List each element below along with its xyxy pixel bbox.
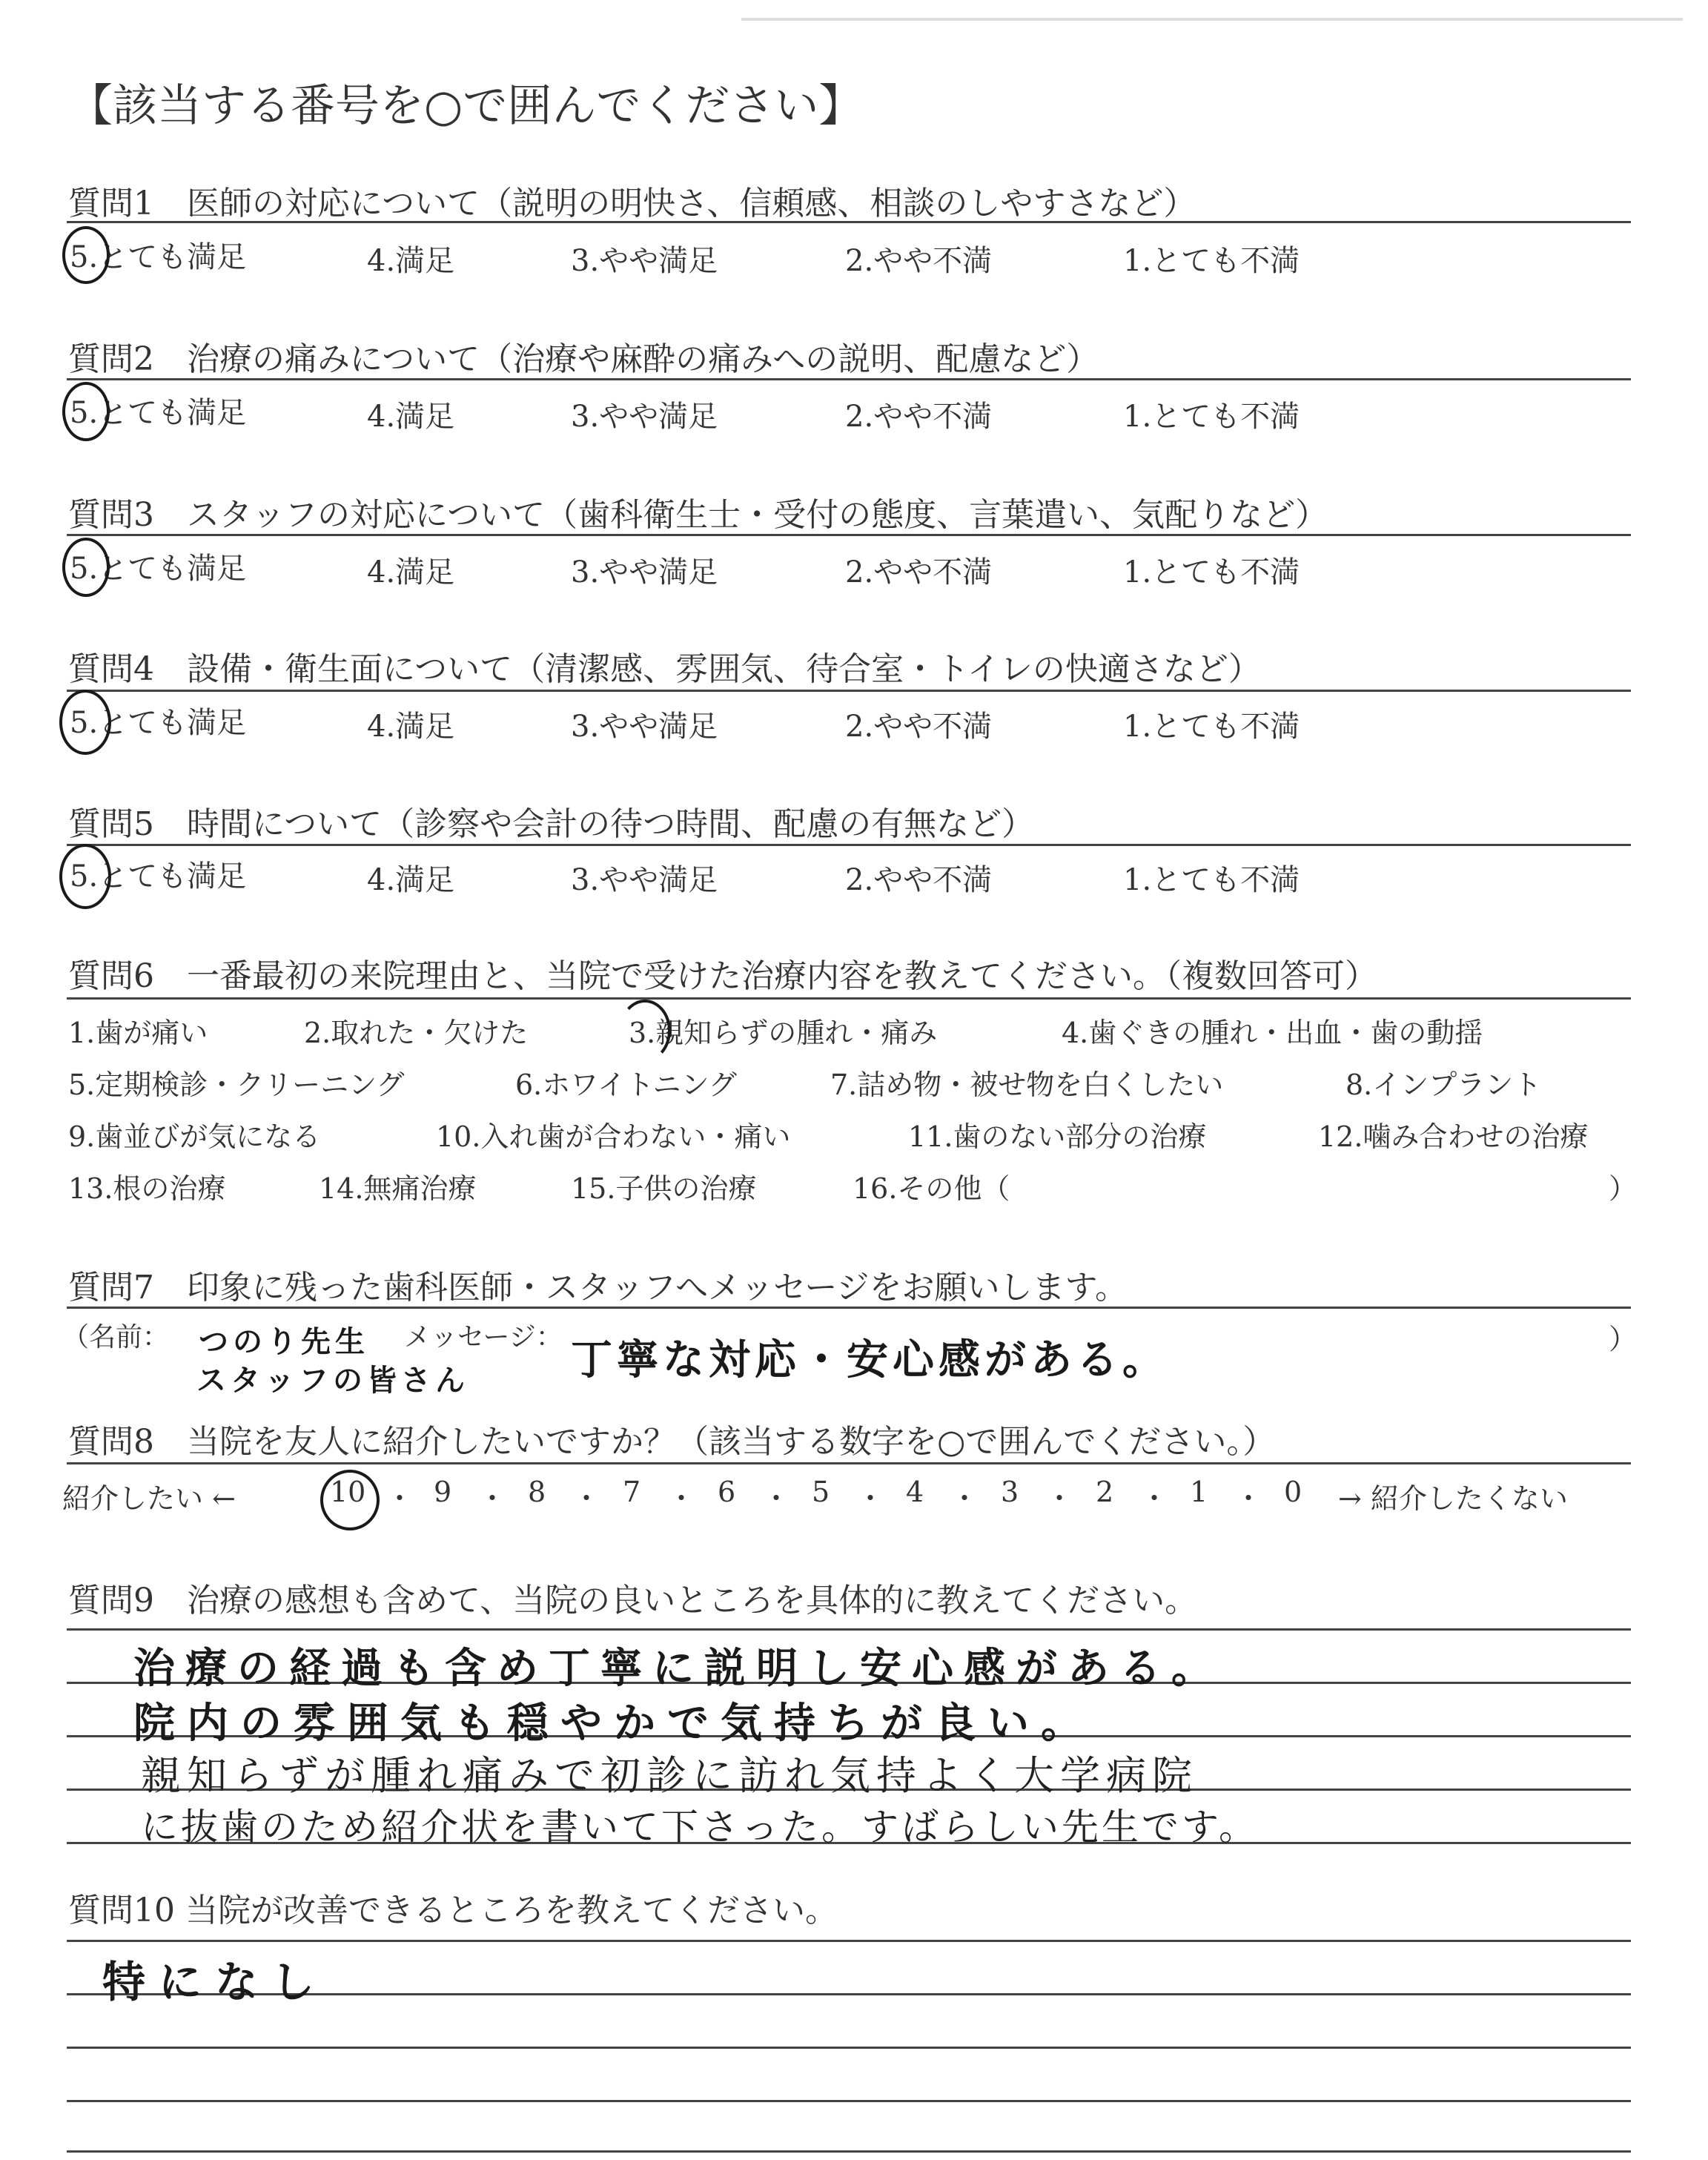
q3-title: 質問3 スタッフの対応について（歯科衛生士・受付の態度、言葉遣い、気配りなど） bbox=[68, 496, 1328, 534]
q10-rule-1 bbox=[67, 1940, 1631, 1942]
q1-option-4[interactable]: 4.満足 bbox=[367, 244, 455, 278]
q6-option-13[interactable]: 13.根の治療 bbox=[68, 1172, 226, 1205]
q3-selection-circle bbox=[62, 538, 110, 597]
q8-scale-2[interactable]: 2 bbox=[1096, 1476, 1114, 1508]
q5-option-2[interactable]: 2.やや不満 bbox=[845, 863, 993, 897]
q8-scale-5[interactable]: 5 bbox=[812, 1476, 830, 1508]
q9-rule-1 bbox=[67, 1628, 1631, 1631]
q8-scale-10[interactable]: 10 bbox=[330, 1476, 366, 1508]
q2-rule bbox=[67, 378, 1631, 380]
q3-option-4[interactable]: 4.満足 bbox=[367, 555, 455, 589]
q9-answer-line-1: 治療の経過も含め丁寧に説明し安心感がある。 bbox=[133, 1645, 1223, 1693]
q8-scale-6[interactable]: 6 bbox=[718, 1476, 736, 1508]
q6-option-4[interactable]: 4.歯ぐきの腫れ・出血・歯の動揺 bbox=[1062, 1017, 1483, 1049]
q8-scale-7[interactable]: 7 bbox=[623, 1476, 641, 1508]
q6-option-12[interactable]: 12.噛み合わせの治療 bbox=[1318, 1120, 1589, 1153]
q4-selection-circle bbox=[59, 690, 111, 755]
q8-scale-9[interactable]: 9 bbox=[434, 1476, 452, 1508]
q4-option-2[interactable]: 2.やや不満 bbox=[845, 710, 993, 744]
q5-option-5[interactable]: 5.とても満足 bbox=[70, 859, 247, 894]
q8-sep: ・ bbox=[667, 1482, 696, 1515]
q8-sep: ・ bbox=[762, 1482, 791, 1515]
q2-option-3[interactable]: 3.やや満足 bbox=[571, 400, 718, 434]
q1-option-5[interactable]: 5.とても満足 bbox=[70, 240, 247, 274]
q8-sep: ・ bbox=[572, 1482, 601, 1515]
q8-sep: ・ bbox=[950, 1482, 979, 1515]
q4-option-3[interactable]: 3.やや満足 bbox=[571, 710, 718, 744]
q8-sep: ・ bbox=[385, 1482, 414, 1515]
q5-rule bbox=[67, 844, 1631, 846]
q6-option-6[interactable]: 6.ホワイトニング bbox=[515, 1069, 737, 1101]
q6-option-9[interactable]: 9.歯並びが気になる bbox=[68, 1120, 321, 1153]
q2-title: 質問2 治療の痛みについて（治療や麻酔の痛みへの説明、配慮など） bbox=[68, 340, 1099, 378]
q5-title: 質問5 時間について（診察や会計の待つ時間、配慮の有無など） bbox=[68, 805, 1035, 843]
q4-rule bbox=[67, 690, 1631, 692]
q6-rule bbox=[67, 997, 1631, 1000]
q6-option-1[interactable]: 1.歯が痛い bbox=[68, 1017, 208, 1049]
q6-option-5[interactable]: 5.定期検診・クリーニング bbox=[68, 1069, 405, 1101]
q2-option-5[interactable]: 5.とても満足 bbox=[70, 396, 247, 430]
q1-title: 質問1 医師の対応について（説明の明快さ、信頼感、相談のしやすさなど） bbox=[68, 185, 1196, 222]
q10-answer: 特になし bbox=[102, 1957, 328, 2007]
scan-edge-line bbox=[741, 18, 1683, 21]
q6-option-16[interactable]: 16.その他（ bbox=[853, 1172, 1010, 1205]
q4-title: 質問4 設備・衛生面について（清潔感、雰囲気、待合室・トイレの快適さなど） bbox=[68, 650, 1261, 688]
q7-name-line2: スタッフの皆さん bbox=[196, 1364, 469, 1398]
q8-sep: ・ bbox=[856, 1482, 885, 1515]
q7-message-label: メッセージ： bbox=[404, 1322, 563, 1353]
q6-option-7[interactable]: 7.詰め物・被せ物を白くしたい bbox=[830, 1069, 1224, 1101]
q7-close-paren: ） bbox=[1609, 1323, 1638, 1355]
q3-rule bbox=[67, 534, 1631, 536]
q6-selection-circle bbox=[619, 1000, 671, 1062]
q10-rule-3 bbox=[67, 2047, 1631, 2049]
q6-option-8[interactable]: 8.インプラント bbox=[1345, 1069, 1542, 1101]
q2-selection-circle bbox=[62, 382, 110, 441]
q8-scale-0[interactable]: 0 bbox=[1284, 1476, 1302, 1508]
q1-selection-circle bbox=[62, 226, 110, 284]
q6-option-3[interactable]: 3.親知らずの腫れ・痛み bbox=[629, 1017, 938, 1049]
q6-option-2[interactable]: 2.取れた・欠けた bbox=[304, 1017, 529, 1049]
q5-selection-circle bbox=[59, 844, 111, 909]
q3-option-2[interactable]: 2.やや不満 bbox=[845, 555, 993, 589]
q4-option-4[interactable]: 4.満足 bbox=[367, 710, 455, 744]
q10-rule-4 bbox=[67, 2100, 1631, 2102]
q7-name-label: （名前： bbox=[62, 1322, 170, 1353]
q6-option-14[interactable]: 14.無痛治療 bbox=[319, 1172, 477, 1205]
q8-sep: ・ bbox=[1234, 1482, 1263, 1515]
q8-sep: ・ bbox=[1045, 1482, 1074, 1515]
q8-scale-8[interactable]: 8 bbox=[528, 1476, 546, 1508]
q8-sep: ・ bbox=[478, 1482, 507, 1515]
q6-option-15[interactable]: 15.子供の治療 bbox=[571, 1172, 757, 1205]
q2-option-2[interactable]: 2.やや不満 bbox=[845, 400, 993, 434]
q8-scale-1[interactable]: 1 bbox=[1190, 1476, 1208, 1508]
q7-rule bbox=[67, 1307, 1631, 1309]
q8-scale-3[interactable]: 3 bbox=[1001, 1476, 1019, 1508]
q7-name-line1: つのり先生 bbox=[199, 1325, 369, 1359]
q8-scale-4[interactable]: 4 bbox=[906, 1476, 924, 1508]
q9-answer-line-3: 親知らずが腫れ痛みで初診に訪れ気持よく大学病院 bbox=[141, 1752, 1198, 1799]
q1-option-2[interactable]: 2.やや不満 bbox=[845, 244, 993, 278]
q6-option-10[interactable]: 10.入れ歯が合わない・痛い bbox=[436, 1120, 791, 1153]
q4-option-1[interactable]: 1.とても不満 bbox=[1123, 710, 1300, 744]
q6-option-16-close: ） bbox=[1609, 1172, 1638, 1205]
survey-instruction-title: 【該当する番号を○で囲んでください】 bbox=[68, 80, 864, 132]
q5-option-3[interactable]: 3.やや満足 bbox=[571, 863, 718, 897]
q8-selection-circle bbox=[320, 1470, 380, 1530]
q8-sep: ・ bbox=[1140, 1482, 1169, 1515]
q5-option-4[interactable]: 4.満足 bbox=[367, 863, 455, 897]
q2-option-4[interactable]: 4.満足 bbox=[367, 400, 455, 434]
q3-option-3[interactable]: 3.やや満足 bbox=[571, 555, 718, 589]
q3-option-5[interactable]: 5.とても満足 bbox=[70, 552, 247, 586]
q8-left-label: 紹介したい ← bbox=[62, 1482, 236, 1515]
q1-option-3[interactable]: 3.やや満足 bbox=[571, 244, 718, 278]
q6-option-11[interactable]: 11.歯のない部分の治療 bbox=[908, 1120, 1207, 1153]
q1-option-1[interactable]: 1.とても不満 bbox=[1123, 244, 1300, 278]
q10-title: 質問10 当院が改善できるところを教えてください。 bbox=[68, 1892, 838, 1929]
q9-answer-line-2: 院内の雰囲気も穏やかで気持ちが良い。 bbox=[133, 1700, 1094, 1748]
q7-message: 丁寧な対応・安心感がある。 bbox=[571, 1336, 1168, 1384]
q5-option-1[interactable]: 1.とても不満 bbox=[1123, 863, 1300, 897]
q9-title: 質問9 治療の感想も含めて、当院の良いところを具体的に教えてください。 bbox=[68, 1582, 1198, 1619]
q8-title: 質問8 当院を友人に紹介したいですか？（該当する数字を○で囲んでください。） bbox=[68, 1423, 1276, 1461]
q7-title: 質問7 印象に残った歯科医師・スタッフへメッセージをお願いします。 bbox=[68, 1269, 1128, 1307]
q2-option-1[interactable]: 1.とても不満 bbox=[1123, 400, 1300, 434]
q1-rule bbox=[67, 221, 1631, 223]
q8-rule bbox=[67, 1462, 1631, 1464]
q3-option-1[interactable]: 1.とても不満 bbox=[1123, 555, 1300, 589]
q9-answer-line-4: に抜歯のため紹介状を書いて下さった。すばらしい先生です。 bbox=[141, 1806, 1259, 1849]
q6-title: 質問6 一番最初の来院理由と、当院で受けた治療内容を教えてください。（複数回答可） bbox=[68, 957, 1377, 995]
q8-right-label: → 紹介したくない bbox=[1338, 1482, 1568, 1515]
q10-rule-5 bbox=[67, 2150, 1631, 2153]
q4-option-5[interactable]: 5.とても満足 bbox=[70, 706, 247, 740]
